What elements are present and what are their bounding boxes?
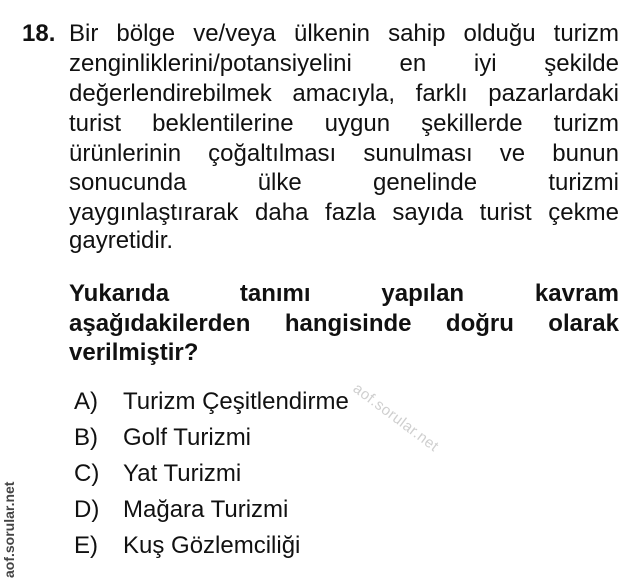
stem-line: sonucunda ülke genelinde turizmi xyxy=(69,169,619,196)
option-text: Golf Turizmi xyxy=(123,424,252,451)
stem-line: zenginliklerini/potansiyelini en iyi şekilde xyxy=(69,50,619,77)
stem-line: Bir bölge ve/veya ülkenin sahip olduğu turizm xyxy=(69,20,619,47)
option-text: Mağara Turizmi xyxy=(123,496,289,523)
prompt-line: aşağıdakilerden hangisinde doğru olarak xyxy=(69,310,619,337)
option-text: Turizm Çeşitlendirme xyxy=(123,388,349,415)
question-number: 18. xyxy=(22,20,56,47)
stem-line: değerlendirebilmek amacıyla, farklı pazarlardaki xyxy=(69,80,619,107)
option-a[interactable] xyxy=(74,387,349,417)
option-letter: D) xyxy=(74,496,100,523)
watermark-side: aof.sorular.net xyxy=(1,481,17,578)
stem-line: gayretidir. xyxy=(69,227,174,254)
option-d[interactable] xyxy=(74,495,288,525)
watermark-center: aof.sorular.net xyxy=(349,380,442,456)
option-b[interactable] xyxy=(74,423,251,453)
option-text: Kuş Gözlemciliği xyxy=(123,532,301,559)
option-letter: C) xyxy=(74,460,100,487)
prompt-line: Yukarıda tanımı yapılan kavram xyxy=(69,280,619,307)
stem-line: turist beklentilerine uygun şekillerde turizm xyxy=(69,110,619,137)
prompt-line: verilmiştir? xyxy=(69,339,199,366)
option-text: Yat Turizmi xyxy=(123,460,242,487)
stem-line: yaygınlaştırarak daha fazla sayıda turist çekme xyxy=(69,199,619,226)
option-letter: E) xyxy=(74,532,98,559)
option-e[interactable] xyxy=(74,531,300,561)
option-letter: B) xyxy=(74,424,98,451)
option-c[interactable] xyxy=(74,459,241,489)
stem-line: ürünlerinin çoğaltılması sunulması ve bunun xyxy=(69,140,619,167)
option-letter: A) xyxy=(74,388,98,415)
